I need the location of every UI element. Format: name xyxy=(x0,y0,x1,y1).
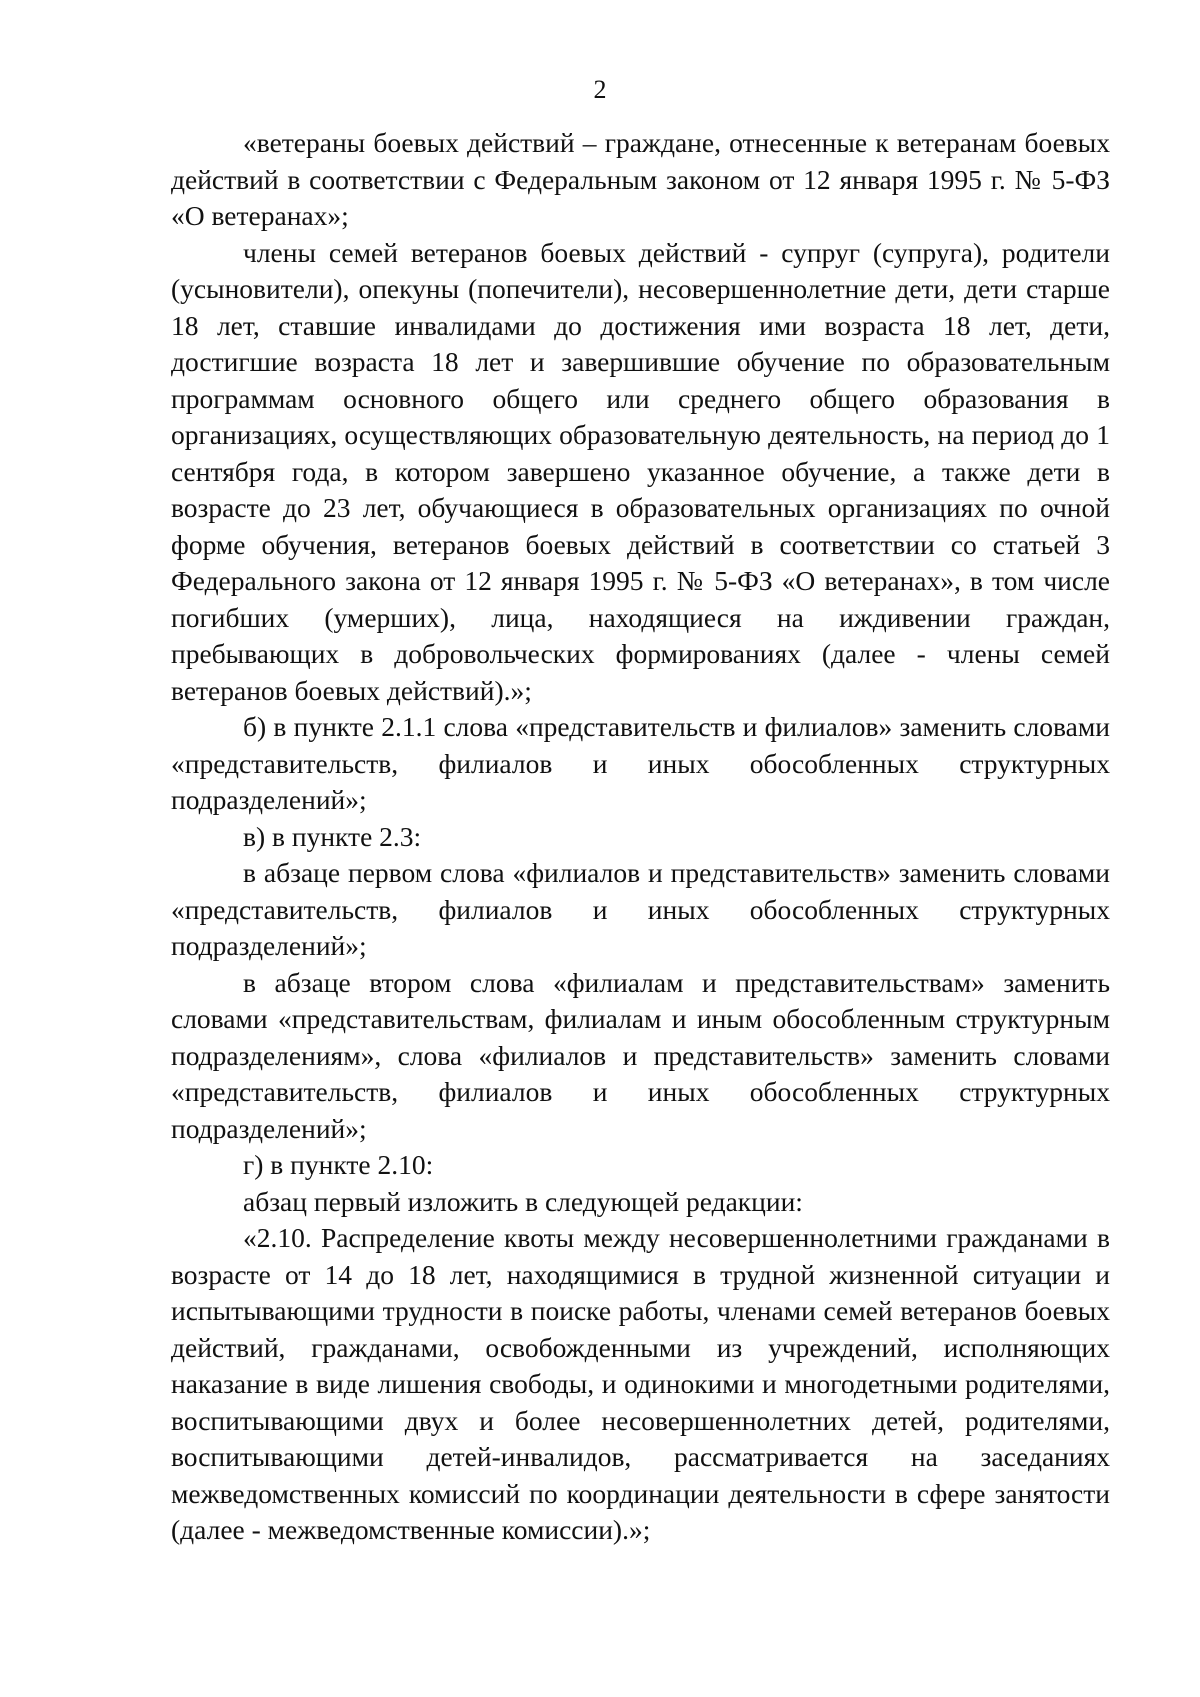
paragraph-item-g-instruction: абзац первый изложить в следующей редакции: xyxy=(243,1185,803,1217)
paragraph-item-v-second-abzac: в абзаце втором слова «филиалам и представительствам» заменить словами «представительствам, филиалам и иным обособленным структурным подразделениям», слова «филиалов и представительств» заменить словами «представительств, филиалов и иных обособленных структурных подразделений»; xyxy=(171,966,1110,1144)
paragraph-combat-veterans-definition: «ветераны боевых действий – граждане, отнесенные к ветеранам боевых действий в соответствии с Федеральным законом от 12 января 1995 г. № 5-ФЗ «О ветеранах»; xyxy=(171,127,1110,231)
document-body xyxy=(171,125,1110,1549)
paragraph-item-v-heading: в) в пункте 2.3: xyxy=(243,820,422,852)
paragraph-clause-2-10: «2.10. Распределение квоты между несовершеннолетними гражданами в возрасте от 14 до 18 лет, находящимися в трудной жизненной ситуации и испытывающими трудности в поиске работы, членами семей ветеранов боевых действий, гражданами, освобожденными из учреждений, исполняющих наказание в виде лишения свободы, и одинокими и многодетными родителями, воспитывающими двух и более несовершеннолетних детей, родителями, воспитывающими детей-инвалидов, рассматривается на заседаниях межведомственных комиссий по координации деятельности в сфере занятости (далее - межведомственные комиссии).»; xyxy=(171,1222,1110,1545)
paragraph-item-v-first-abzac: в абзаце первом слова «филиалов и представительств» заменить словами «представительств, филиалов и иных обособленных структурных подразделений»; xyxy=(171,857,1110,961)
paragraph-item-b: б) в пункте 2.1.1 слова «представительств и филиалов» заменить словами «представительств, филиалов и иных обособленных структурных подразделений»; xyxy=(171,711,1110,815)
page-number: 2 xyxy=(593,75,607,104)
paragraph-item-g-heading: г) в пункте 2.10: xyxy=(243,1149,434,1180)
paragraph-family-members-definition: члены семей ветеранов боевых действий - супруг (супруга), родители (усыновители), опекуны (попечители), несовершеннолетние дети, дети старше 18 лет, ставшие инвалидами до достижения ими возраста 18 лет, дети, достигшие возраста 18 лет и завершившие обучение по образовательным программам основного общего или среднего общего образования в организациях, осуществляющих образовательную деятельность, на период до 1 сентября года, в котором завершено указанное обучение, а также дети в возрасте до 23 лет, обучающиеся в образовательных организациях по очной форме обучения, ветеранов боевых действий в соответствии со статьей 3 Федерального закона от 12 января 1995 г. № 5-ФЗ «О ветеранах», в том числе погибших (умерших), лица, находящиеся на иждивении граждан, пребывающих в добровольческих формированиях (далее - члены семей ветеранов боевых действий).»; xyxy=(171,236,1110,706)
